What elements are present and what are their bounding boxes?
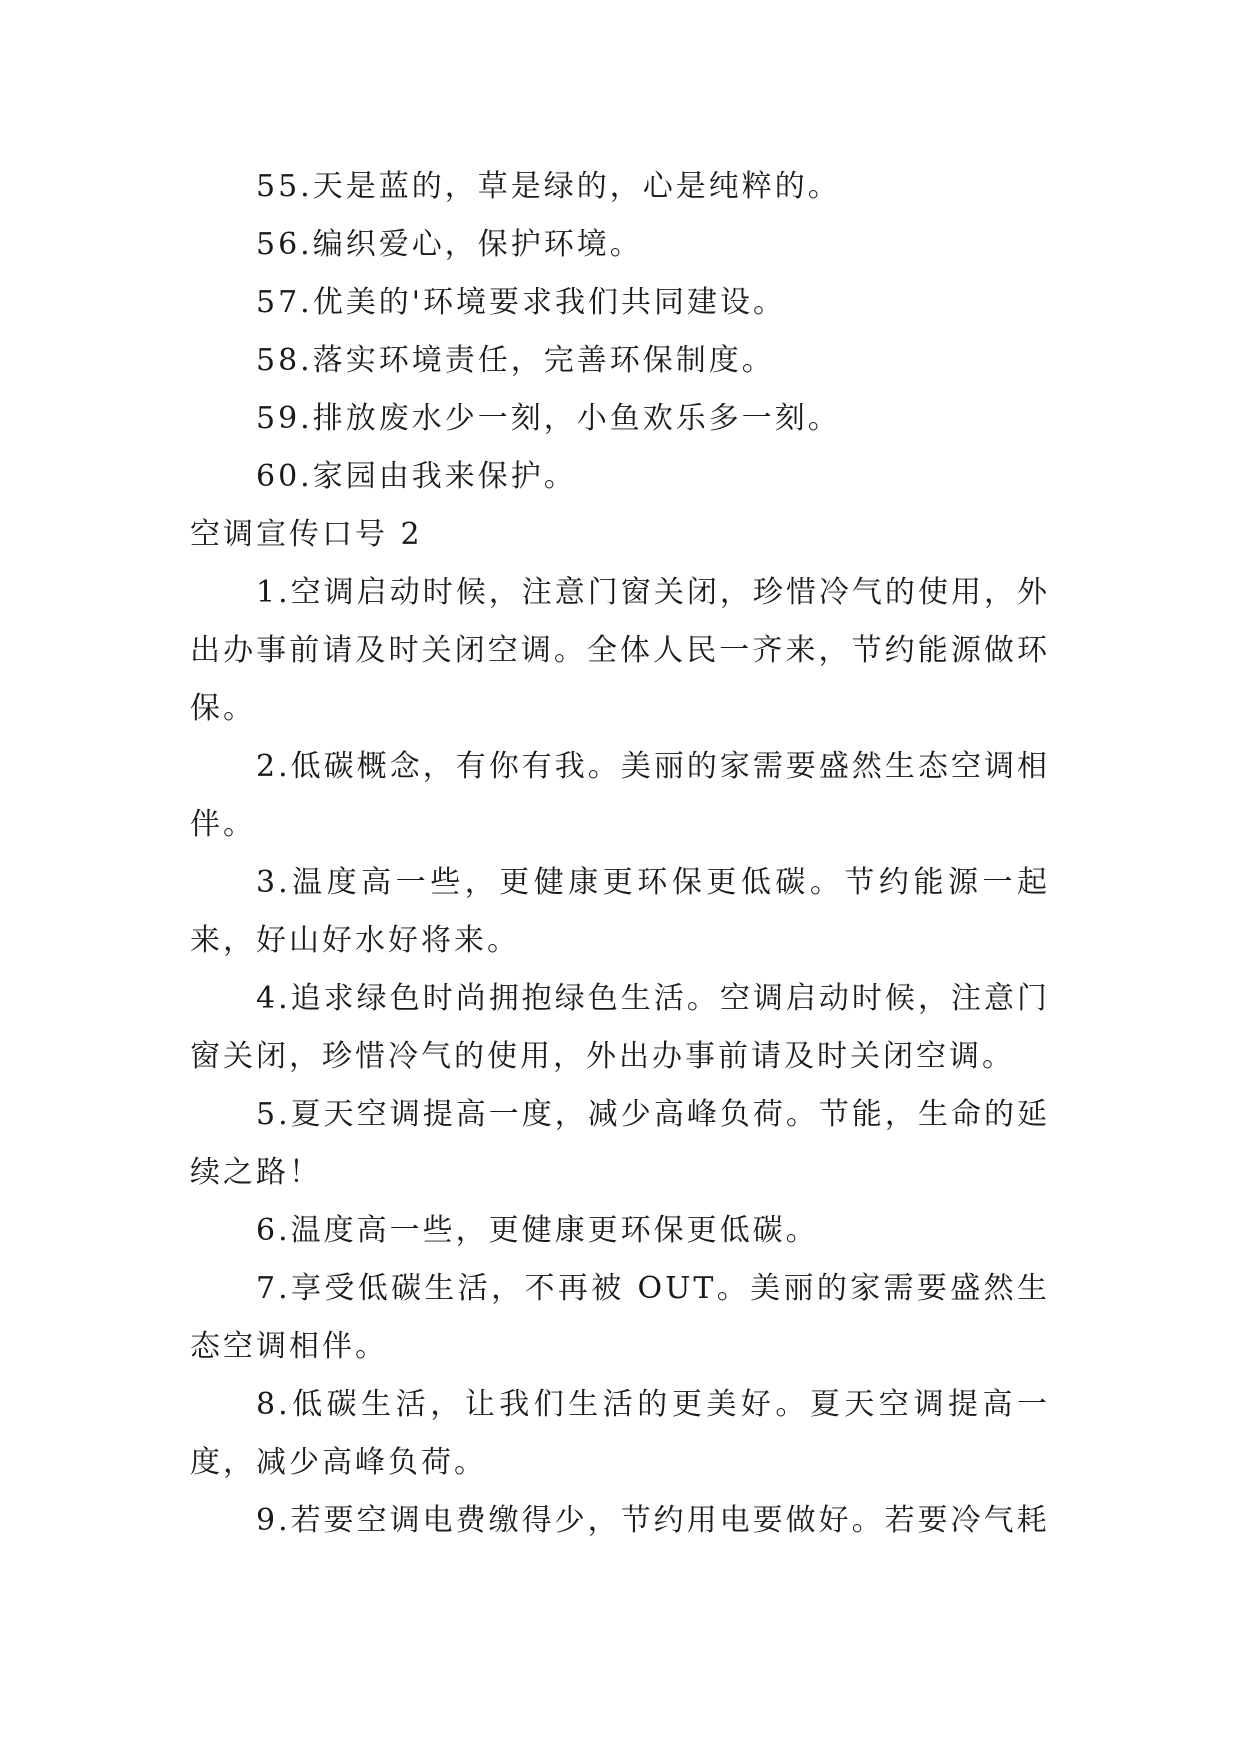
slogan-item: 57.优美的'环境要求我们共同建设。: [256, 285, 786, 320]
slogan-item: 2.低碳概念，有你有我。美丽的家需要盛然生态空调相伴。: [190, 749, 1050, 842]
slogan-item: 55.天是蓝的，草是绿的，心是纯粹的。: [256, 169, 841, 204]
slogan-item: 6.温度高一些，更健康更环保更低碳。: [256, 1213, 819, 1248]
slogan-item: 5.夏天空调提高一度，减少高峰负荷。节能，生命的延续之路！: [190, 1097, 1050, 1190]
slogan-item: 7.享受低碳生活，不再被 OUT。美丽的家需要盛然生态空调相伴。: [190, 1271, 1050, 1364]
slogan-item: 4.追求绿色时尚拥抱绿色生活。空调启动时候，注意门窗关闭，珍惜冷气的使用，外出办事前请及时关闭空调。: [190, 981, 1050, 1074]
slogan-item: 58.落实环境责任，完善环保制度。: [256, 343, 775, 378]
slogan-item: 9.若要空调电费缴得少，节约用电要做好。若要冷气耗: [256, 1503, 1050, 1538]
slogan-item: 56.编织爱心，保护环境。: [256, 227, 643, 262]
slogan-item: 59.排放废水少一刻，小鱼欢乐多一刻。: [256, 401, 841, 436]
document-body: [190, 158, 1050, 1550]
slogan-item: 3.温度高一些，更健康更环保更低碳。节约能源一起来，好山好水好将来。: [190, 865, 1050, 958]
slogan-item: 8.低碳生活，让我们生活的更美好。夏天空调提高一度，减少高峰负荷。: [190, 1387, 1050, 1480]
slogan-item: 60.家园由我来保护。: [256, 459, 577, 494]
section-title: 空调宣传口号 2: [190, 517, 423, 552]
slogan-item: 1.空调启动时候，注意门窗关闭，珍惜冷气的使用，外出办事前请及时关闭空调。全体人民一齐来，节约能源做环保。: [190, 575, 1050, 726]
